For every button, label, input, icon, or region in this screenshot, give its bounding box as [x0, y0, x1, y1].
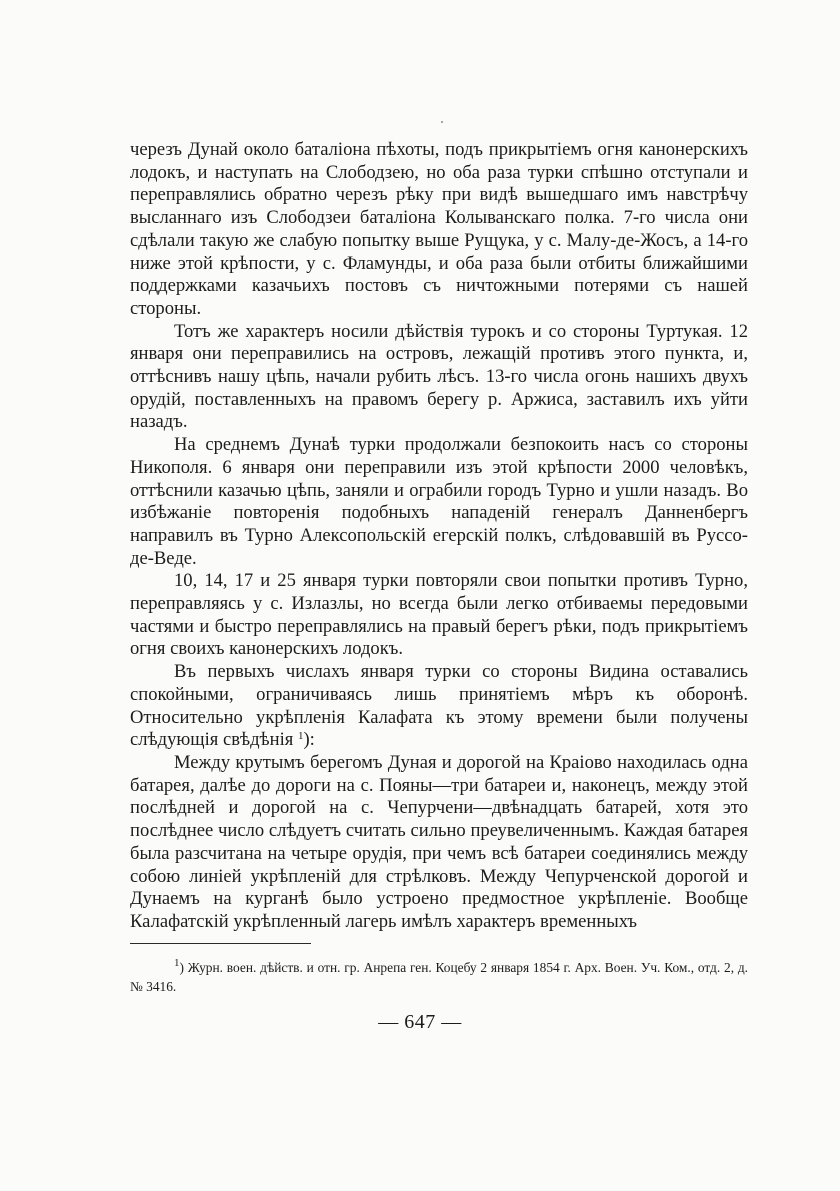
paragraph-text-tail: ): [303, 729, 315, 751]
paragraph-with-footnote [130, 661, 748, 752]
body-text [130, 139, 748, 934]
paragraph: Тотъ же характеръ носили дѣйствія турокъ и со стороны Туртукая. 12 января они переправились на островъ, лежащій противъ этого пункта, и, оттѣснивъ нашу цѣпь, начали рубить лѣсъ. 13-го числа огонь нашихъ двухъ орудій, поставленныхъ на правомъ берегу р. Аржиса, заставилъ ихъ уйти назадъ. [130, 320, 748, 433]
footnote-rule [130, 943, 311, 944]
footnote-mark-closing: ) [179, 960, 184, 975]
page-number: — 647 — [378, 1011, 462, 1033]
footnote-mark: 1 [174, 957, 180, 969]
scan-speck [441, 121, 443, 123]
paragraph-continued: черезъ Дунай около баталіона пѣхоты, подъ прикрытіемъ огня канонерскихъ лодокъ, и наступать на Слободзею, но оба раза турки спѣшно отступали и переправлялись обратно черезъ рѣку при видѣ вышедшаго имъ навстрѣчу высланнаго изъ Слободзеи баталіона Колыванскаго полка. 7-го числа они сдѣлали такую же слабую попытку выше Рущука, у с. Малу-де-Жосъ, а 14-го ниже этой крѣпости, у с. Фламунды, и оба раза были отбиты ближайшими поддержками казачьихъ постовъ съ ничтожными потерями съ нашей стороны. [130, 139, 748, 319]
footnote [130, 958, 748, 996]
footnote-reference: 1 [297, 730, 304, 743]
paragraph: Между крутымъ берегомъ Дуная и дорогой на Краіово находилась одна батарея, далѣе до дороги на с. Пояны—три батареи и, наконецъ, между этой послѣдней и дорогой на с. Чепурчени—двѣнадцать батарей, хотя это послѣднее число слѣдуетъ считать сильно преувеличеннымъ. Каждая батарея была разсчитана на четыре орудія, при чемъ всѣ батареи соединялись между собою линіей укрѣпленій для стрѣлковъ. Между Чепурченской дорогой и Дунаемъ на курганѣ было устроено предмостное укрѣпленіе. Вообще Калафатскій укрѣпленный лагерь имѣлъ характеръ временныхъ [130, 751, 748, 932]
footnote-text: Журн. воен. дѣйств. и отн. гр. Анрепа ген. Коцебу 2 января 1854 г. Арх. Воен. Уч. Ком., отд. 2, д. № 3416. [130, 960, 748, 994]
paragraph: 10, 14, 17 и 25 января турки повторяли свои попытки противъ Турно, переправляясь у с. Излазлы, но всегда были легко отбиваемы передовыми частями и быстро переправлялись на правый берегъ рѣки, подъ прикрытіемъ огня своихъ канонерскихъ лодокъ. [130, 570, 748, 660]
paragraph-text: Въ первыхъ числахъ января турки со стороны Видина оставались спокойными, ограничиваясь лишь принятіемъ мѣръ къ оборонѣ. Относительно укрѣпленія Калафата къ этому времени были получены слѣдующія свѣдѣнія [130, 661, 748, 751]
paragraph: На среднемъ Дунаѣ турки продолжали безпокоить насъ со стороны Никополя. 6 января они переправили изъ этой крѣпости 2000 человѣкъ, оттѣснили казачью цѣпь, заняли и ограбили городъ Турно и ушли назадъ. Во избѣжаніе повторенія подобныхъ нападеній генералъ Данненбергъ направилъ въ Турно Алексопольскій егерскій полкъ, слѣдовавшій въ Руссо-де-Веде. [130, 434, 748, 569]
